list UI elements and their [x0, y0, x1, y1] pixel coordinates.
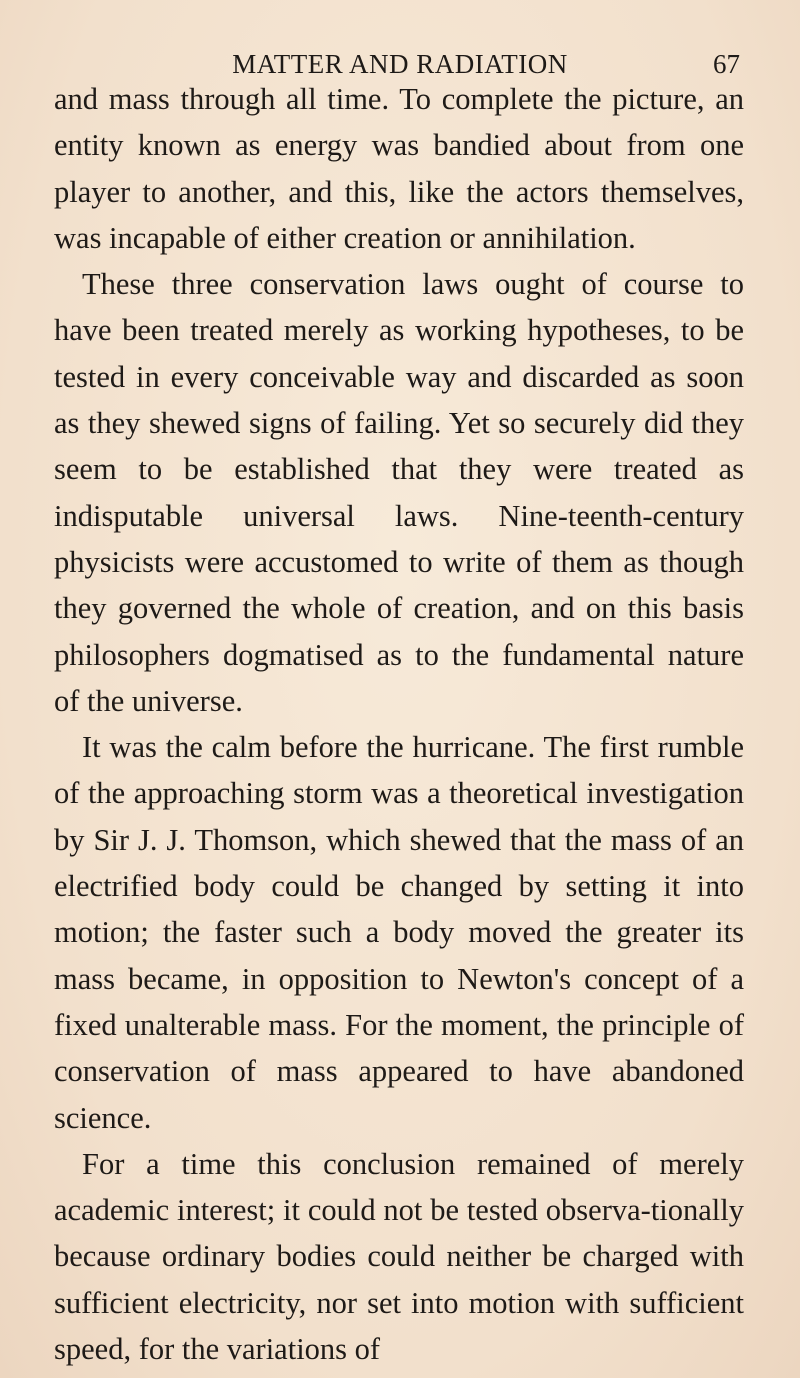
paragraph-3: It was the calm before the hurricane. The first rumble of the approaching storm was a theoretical investigation by Sir J. J. Thomson, which shewed that the mass of an electrified body could be changed by setting it into motion; the faster such a body moved the greater its mass became, in opposition to Newton's concept of a fixed unalterable mass. For the moment, the principle of conservation of mass appeared to have abandoned science. — [54, 730, 744, 1135]
page-number: 67 — [713, 49, 740, 79]
paragraph-4: For a time this conclusion remained of merely academic interest; it could not be tested observa-tionally because ordinary bodies could neither be charged with sufficient electricity, nor set into motion with sufficient speed, for the variations of — [54, 1146, 744, 1367]
running-title: MATTER AND RADIATION — [232, 49, 568, 79]
paragraph-1: and mass through all time. To complete the picture, an entity known as energy was bandied about from one player to another, and this, like the actors themselves, was incapable of either creation or annihilation. — [54, 82, 744, 255]
paragraph-2: These three conservation laws ought of course to have been treated merely as working hypotheses, to be tested in every conceivable way and discarded as soon as they shewed signs of failing. Yet so securely did they seem to be established that they were treated as indisputable universal laws. Nine-teenth-century physicists were accustomed to write of them as though they governed the whole of creation, and on this basis philosophers dogmatised as to the fundamental nature of the universe. — [54, 267, 744, 718]
body-text — [54, 76, 744, 1372]
